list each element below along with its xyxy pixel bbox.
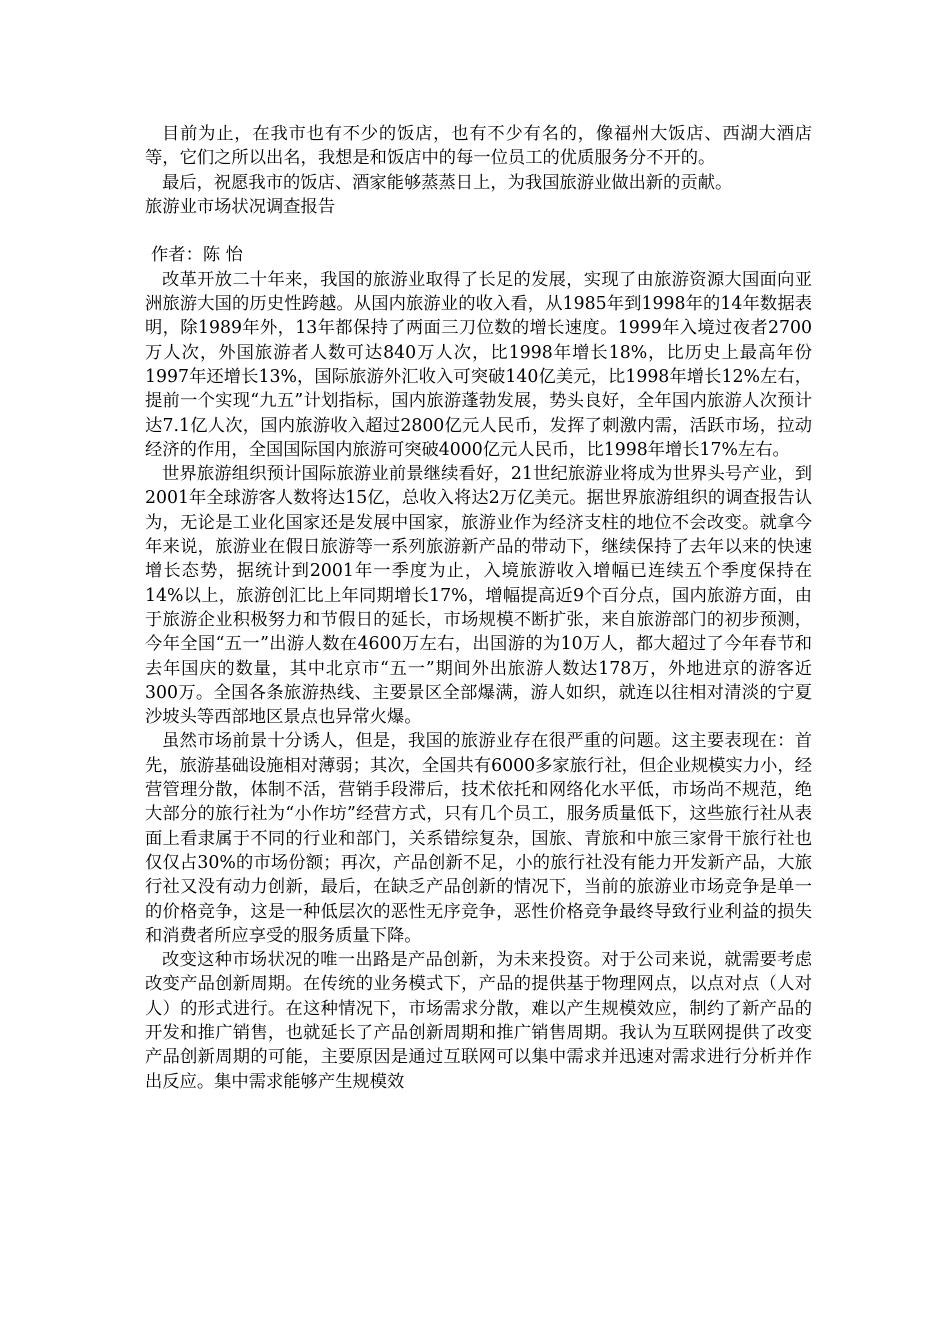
- paragraph-closing-wish: 最后，祝愿我市的饭店、酒家能够蒸蒸日上，为我国旅游业做出新的贡献。: [162, 172, 733, 193]
- paragraph-problems: 虽然市场前景十分诱人，但是，我国的旅游业存在很严重的问题。这主要表现在：首先，旅游基础设施相对薄弱；其次，全国共有6000多家旅行社，但企业规模实力小，经营管理分散，体制不活，营销手段滞后，技术依托和网络化水平低，市场尚不规范，绝大部分的旅行社为“小作坊”经营方式，只有几个员工，服务质量低下，这些旅行社从表面上看隶属于不同的行业和部门，关系错综复杂，国旅、青旅和中旅三家骨干旅行社也仅仅占30%的市场份额；再次，产品创新不足，小的旅行社没有能力开发新产品，大旅行社又没有动力创新，最后，在缺乏产品创新的情况下，当前的旅游业市场竞争是单一的价格竞争，这是一种低层次的恶性无序竞争，恶性价格竞争最终导致行业利益的损失和消费者所应享受的服务质量下降。: [145, 731, 812, 946]
- paragraph-development: 改革开放二十年来，我国的旅游业取得了长足的发展，实现了由旅游资源大国面向亚洲旅游大国的历史性跨越。从国内旅游业的收入看，从1985年到1998年的14年数据表明，除1989年外，13年都保持了两面三刀位数的增长速度。1999年入境过夜者2700万人次，外国旅游者人数可达840万人次，比1998年增长18%，比历史上最高年份1997年还增长13%，国际旅游外汇收入可突破140亿美元，比1998年增长12%左右，提前一个实现“九五”计划指标，国内旅游蓬勃发展，势头良好，全年国内旅游人次预计达7.1亿人次，国内旅游收入超过2800亿元人民币，发挥了刺激内需，活跃市场，拉动经济的作用，全国国际国内旅游可突破4000亿元人民币，比1998年增长17%左右。: [145, 269, 812, 460]
- report-author: 作者：陈 怡: [151, 245, 243, 266]
- paragraph-world-outlook: 世界旅游组织预计国际旅游业前景继续看好，21世纪旅游业将成为世界头号产业，到2001年全球游客人数将达15亿，总收入将达2万亿美元。据世界旅游组织的调查报告认为，无论是工业化国家还是发展中国家，旅游业作为经济支柱的地位不会改变。就拿今年来说，旅游业在假日旅游等一系列旅游新产品的带动下，继续保持了去年以来的快速增长态势，据统计到2001年一季度为止，入境旅游收入增幅已连续五个季度保持在14%以上，旅游创汇比上年同期增长17%，增幅提高近9个百分点，国内旅游方面，由于旅游企业积极努力和节假日的延长，市场规模不断扩张，来自旅游部门的初步预测，今年全国“五一”出游人数在4600万左右，出国游的为10万人，都大超过了今年春节和去年国庆的数量，其中北京市“五一”期间外出旅游人数达178万，外地进京的游客近300万。全国各条旅游热线、主要景区全部爆满，游人如织，就连以往相对清淡的宁夏沙坡头等西部地区景点也异常火爆。: [145, 464, 812, 728]
- document-page: [145, 122, 812, 1094]
- paragraph-innovation: 改变这种市场状况的唯一出路是产品创新，为未来投资。对于公司来说，就需要考虑改变产品创新周期。在传统的业务模式下，产品的提供基于物理网点，以点对点（人对人）的形式进行。在这种情况下，市场需求分散，难以产生规模效应，制约了新产品的开发和推广销售，也就延长了产品创新周期和推广销售周期。我认为互联网提供了改变产品创新周期的可能，主要原因是通过互联网可以集中需求并迅速对需求进行分析并作出反应。集中需求能够产生规模效: [145, 950, 812, 1092]
- paragraph-hotels: 目前为止，在我市也有不少的饭店，也有不少有名的，像福州大饭店、西湖大酒店等，它们之所以出名，我想是和饭店中的每一位员工的优质服务分不开的。: [145, 124, 812, 169]
- blank-line: [145, 219, 812, 243]
- report-title: 旅游业市场状况调查报告: [145, 196, 336, 217]
